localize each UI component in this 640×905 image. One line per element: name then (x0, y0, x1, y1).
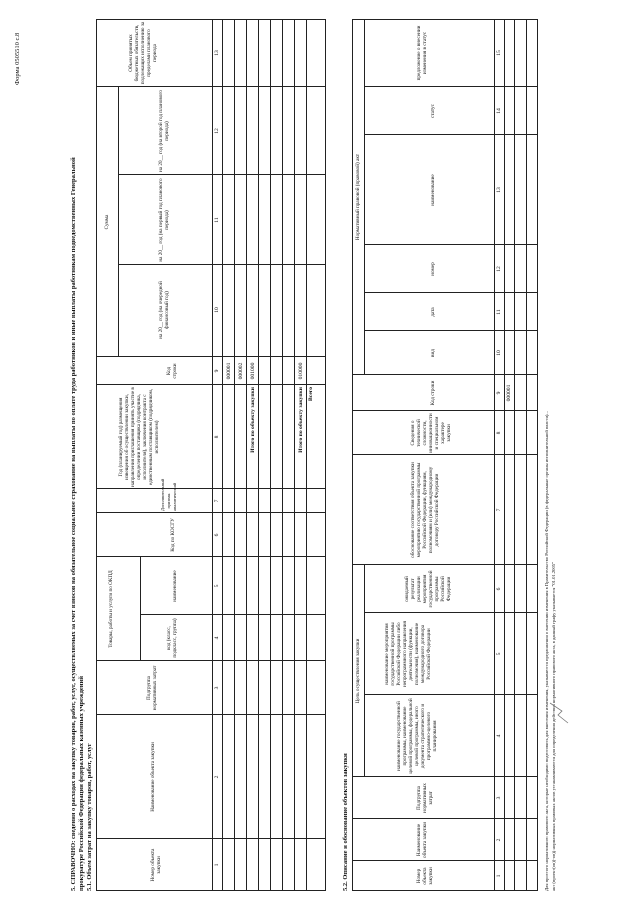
t2-colnum: 6 (496, 587, 502, 591)
t1-col-sum-y3: на 20__ год (на второй год планового периода) (158, 90, 170, 172)
t2-col-object-number: Номер объекта закупки (416, 867, 434, 885)
t1-subtotal-label: Итого по объекту закупки (250, 387, 256, 453)
t1-colnum: 4 (214, 636, 220, 640)
t1-line-code: 000002 (238, 362, 244, 380)
t2-col-goal-program: наименование государственной программы, наименование целевой программы, федеральной целевой программы, иного документа стратегического и программно-целевого планирования (396, 698, 438, 774)
t2-col-justification: обоснование соответствия объекта закупки мероприятию государственной программы Российской Федерации, функциям, полномочиям и (или) международному договору Российской Федерации (410, 462, 440, 558)
t1-col-subgroup: Подгруппа нормативных затрат (146, 665, 158, 711)
t2-colnum: 10 (496, 350, 502, 356)
t2-colnum: 8 (496, 431, 502, 435)
table-52 (352, 19, 538, 891)
t2-col-object-name: Наименование объекта закупки (416, 822, 428, 858)
t1-col-object-name: Наименование объекта закупки (150, 742, 156, 812)
t1-total-code: 010000 (298, 362, 304, 380)
t1-col-line-code: Код строки (166, 363, 178, 379)
t2-col-line-code: Код строки (430, 380, 436, 406)
t2-colnum: 7 (496, 508, 502, 512)
t2-col-n-number: номер (430, 262, 436, 276)
t1-colnum: 10 (214, 307, 220, 313)
t2-line-code: 000001 (506, 384, 512, 402)
t2-col-goal-event: наименование мероприятия государственной программы Российской Федерации либо непрограммного направления деятельности (функции, полномочия), наименование международного договора Российской Федерации (384, 621, 432, 687)
t1-col-okpd-name: наименование (172, 570, 178, 602)
t2-col-n-name: наименование (430, 174, 436, 206)
t2-col-goal-result: ожидаемый результат реализации мероприятия государственной программы Российской Федерации (404, 570, 452, 608)
t1-colnum: 7 (214, 499, 220, 503)
t1-line-code: 000001 (226, 362, 232, 380)
t2-col-goal: Цель осуществления закупки (355, 638, 361, 704)
t2-colnum: 5 (496, 652, 502, 656)
pen-mark (540, 685, 570, 725)
t2-colnum: 2 (496, 838, 502, 842)
t2-colnum: 3 (496, 796, 502, 800)
t2-colnum: 14 (496, 108, 502, 114)
t1-col-sum-y2: на 20__ год (на первый год планового периода) (158, 178, 170, 262)
t2-colnum: 12 (496, 266, 502, 272)
t1-col-kosgu: Код по КОСГУ (170, 518, 176, 552)
t1-col-analytic: Дополнительный признак аналитический (160, 478, 177, 511)
t1-grand-total-label: Всего (308, 387, 314, 401)
t2-col-n-change: предложение о внесении изменения в статус (416, 25, 428, 81)
t1-colnum: 1 (214, 863, 220, 867)
t1-colnum: 9 (214, 369, 220, 373)
t1-colnum: 8 (214, 435, 220, 439)
section52-title: 5.2. Описание и обоснование объектов закупки (342, 753, 349, 891)
t2-colnum: 15 (496, 50, 502, 56)
t2-col-subgroup: Подгруппа нормативных затрат (416, 783, 434, 813)
t2-col-n-status: статус (430, 104, 436, 118)
t1-col-object-number: Номер объекта закупки (150, 848, 162, 882)
form-label: Форма 0505510 с.8 (14, 32, 21, 85)
t1-colnum: 5 (214, 584, 220, 588)
footnote-continued: акт (проект(ов)(-ов)) нормативных правовых актов устанавливаются для определения действия нормативного правового акта, в данный графу указывается "01.01.2005" (551, 562, 556, 891)
section51-title: 5.1. Объем затрат на закупку товаров, работ, услуг (86, 743, 93, 891)
t2-colnum: 13 (496, 187, 502, 193)
t1-colnum: 11 (214, 217, 220, 223)
section5-title-continued: прокуратуре Российской Федерации федеральных казенных учреждений (78, 676, 85, 891)
t2-col-normative: Нормативный правовой (правовой) акт (355, 153, 361, 241)
t2-col-complexity: Сведения о технической сложности, инновационности и специальном характере закупки (410, 413, 452, 453)
t1-col-year: Год (планируемый год) размещения извещения об осуществлении закупки, направления приглашения принять участие в определении поставщика (подрядчика, исполнителя), заключения контракта с единственным поставщиком (подрядчиком, исполнителем) (118, 387, 160, 487)
t1-colnum: 12 (214, 128, 220, 134)
t2-colnum: 1 (496, 874, 502, 878)
t1-colnum: 6 (214, 533, 220, 537)
t1-col-okpd-code: код (класс, подкласс, группа) (166, 618, 178, 658)
footnote: Для простого нормативного правового акта, которые необходимо подготовить для внесения изменения, указываются предложения о внесении изменения в Правительство Российской Федерации (в федеральные органы исполнительной власти)... (544, 411, 549, 891)
t2-col-n-date: дата (430, 307, 436, 317)
t1-colnum: 2 (214, 775, 220, 779)
t2-colnum: 9 (496, 391, 502, 395)
t2-colnum: 4 (496, 734, 502, 738)
t2-colnum: 11 (496, 309, 502, 315)
t1-total-label: Итого по объекту закупки (298, 387, 304, 453)
t1-col-goods: Товары, работы и услуги по ОКПД (108, 570, 114, 648)
section5-title: 5. СПРАВОЧНО: сведения о расходах на закупку товаров, работ, услуг, осуществляемых за счет взносов на обязательное социальное страхование на выплаты по оплате труда работников и иные выплаты работникам подведомственных Генеральной (70, 157, 77, 891)
t2-col-n-type: вид (430, 349, 436, 357)
t1-col-sum-y1: на 20__ год (на очередной финансовый год) (158, 281, 170, 339)
t1-col-sum: Сумма (104, 214, 110, 230)
t1-colnum: 13 (214, 50, 220, 56)
t1-subtotal-code: 001000 (250, 362, 256, 380)
t1-colnum: 3 (214, 686, 220, 690)
t1-col-obligations: Объем принятых бюджетных обязательств, подлежащих исполнению за пределами планового периода (128, 21, 158, 85)
